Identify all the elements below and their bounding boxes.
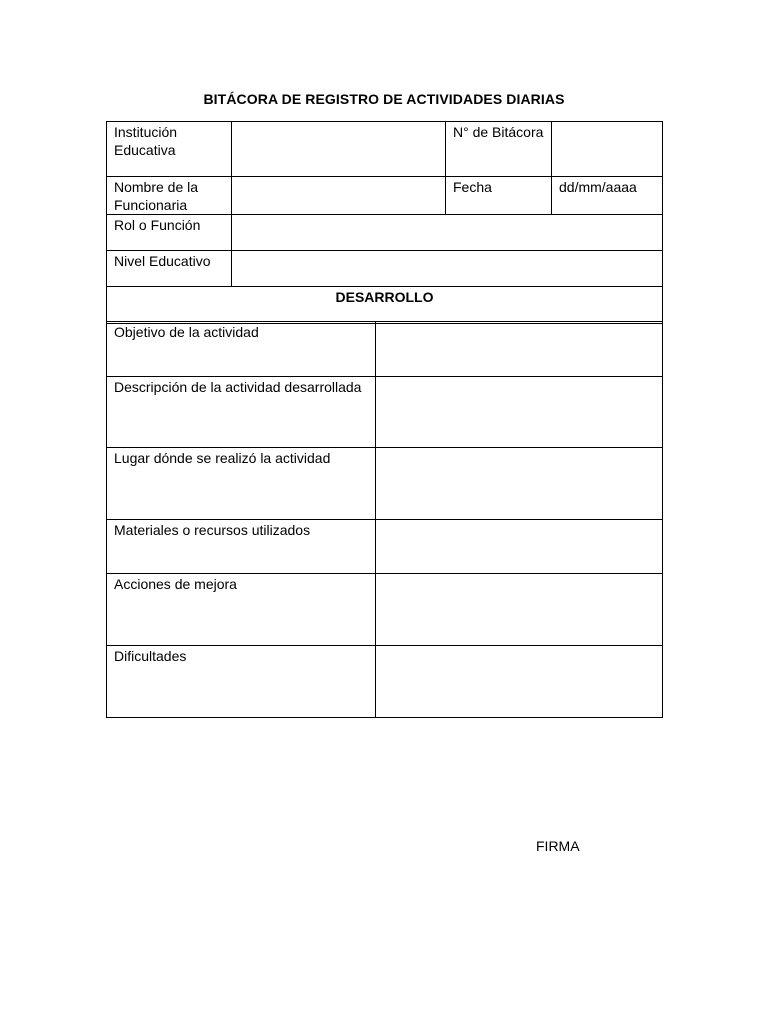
- table-row: [107, 377, 663, 448]
- bitacora-number-field[interactable]: [552, 122, 663, 177]
- table-row: [107, 448, 663, 520]
- table-row: [107, 574, 663, 646]
- table-row: [107, 215, 663, 251]
- table-row: [107, 177, 663, 215]
- bitacora-number-label: N° de Bitácora: [446, 122, 552, 177]
- dificultades-field[interactable]: [376, 646, 663, 718]
- objetivo-label: Objetivo de la actividad: [107, 322, 376, 377]
- signature-label: FIRMA: [536, 838, 580, 854]
- nombre-label: Nombre de la Funcionaria: [107, 177, 232, 215]
- nivel-label: Nivel Educativo: [107, 251, 232, 287]
- table-row: [107, 251, 663, 287]
- section-title: DESARROLLO: [107, 287, 663, 324]
- table-row: [107, 520, 663, 574]
- fecha-field[interactable]: dd/mm/aaaa: [552, 177, 663, 215]
- table-row: [107, 122, 663, 177]
- nivel-field[interactable]: [232, 251, 663, 287]
- table-row: [107, 287, 663, 324]
- lugar-field[interactable]: [376, 448, 663, 520]
- descripcion-field[interactable]: [376, 377, 663, 448]
- objetivo-field[interactable]: [376, 322, 663, 377]
- lugar-label: Lugar dónde se realizó la actividad: [107, 448, 376, 520]
- header-table: [106, 121, 663, 324]
- development-table: [106, 321, 663, 718]
- dificultades-label: Dificultades: [107, 646, 376, 718]
- fecha-label: Fecha: [446, 177, 552, 215]
- table-row: [107, 322, 663, 377]
- nombre-field[interactable]: [232, 177, 446, 215]
- table-row: [107, 646, 663, 718]
- institucion-label: Institución Educativa: [107, 122, 232, 177]
- materiales-field[interactable]: [376, 520, 663, 574]
- document-title: BITÁCORA DE REGISTRO DE ACTIVIDADES DIARIAS: [203, 91, 565, 107]
- descripcion-label: Descripción de la actividad desarrollada: [107, 377, 376, 448]
- acciones-label: Acciones de mejora: [107, 574, 376, 646]
- materiales-label: Materiales o recursos utilizados: [107, 520, 376, 574]
- acciones-field[interactable]: [376, 574, 663, 646]
- rol-field[interactable]: [232, 215, 663, 251]
- rol-label: Rol o Función: [107, 215, 232, 251]
- institucion-field[interactable]: [232, 122, 446, 177]
